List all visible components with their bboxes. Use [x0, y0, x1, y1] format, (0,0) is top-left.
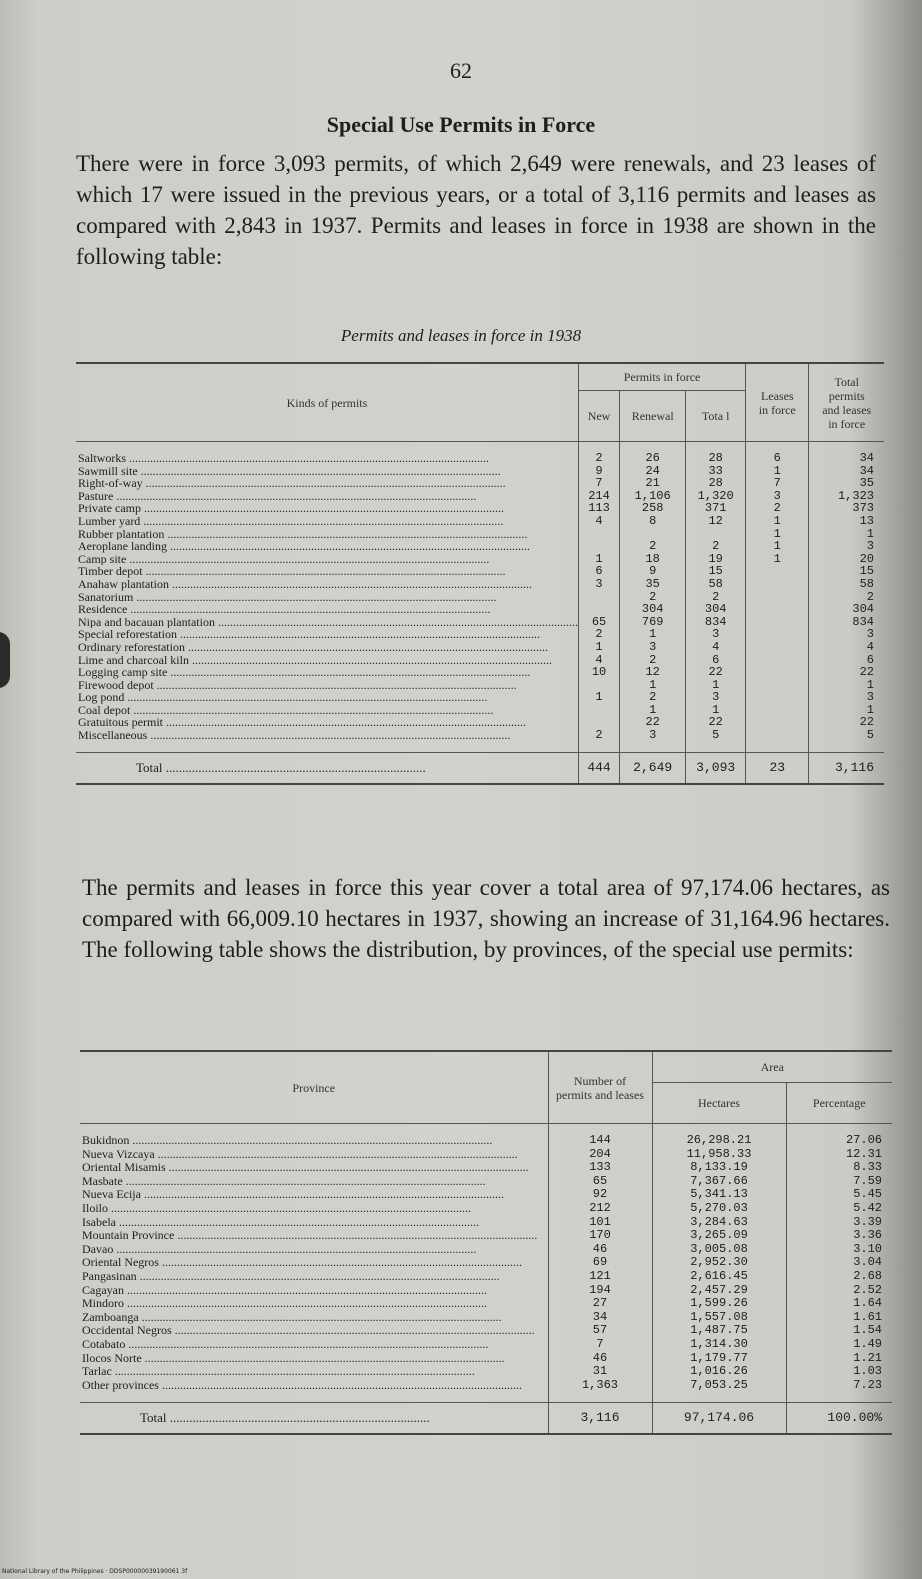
table-row: Firewood depot ........................................................................................................................ 1 1 1: [76, 679, 884, 692]
section-heading: Special Use Permits in Force: [326, 112, 596, 137]
header-province: Province: [80, 1051, 548, 1124]
table-row: Nueva Ecija ........................................................................................................................ 92 5,341.13 5.45: [80, 1188, 892, 1202]
table-row: Iloilo ........................................................................................................................ 212 5,270.03 5.42: [80, 1202, 892, 1216]
header-renewal: Renewal: [620, 391, 686, 442]
table-row: Private camp ........................................................................................................................ 113 258 371 2 373: [76, 502, 884, 515]
header-number: Number of permits and leases: [548, 1051, 652, 1124]
table-row: Zamboanga ........................................................................................................................ 34 1,557.08 1.61: [80, 1311, 892, 1325]
table-row: Tarlac ........................................................................................................................ 31 1,016.26 1.03: [80, 1365, 892, 1379]
table-row: Oriental Negros ........................................................................................................................ 69 2,952.30 3.04: [80, 1256, 892, 1270]
table-row: Timber depot ........................................................................................................................ 6 9 15 15: [76, 565, 884, 578]
table-row: Aeroplane landing ........................................................................................................................ 2 2 1 3: [76, 540, 884, 553]
header-kinds: Kinds of permits: [76, 363, 578, 442]
table-row: Nipa and bacauan plantation ........................................................................................................................ 65 769 834 834: [76, 616, 884, 629]
table-row: Residence ........................................................................................................................ 304 304 304: [76, 603, 884, 616]
table-row: Rubber plantation ........................................................................................................................ 1 1: [76, 528, 884, 541]
table-total-row: Total ................................................................................ 444 2,649 3,093 23 3,116: [76, 752, 884, 784]
table1-caption: Permits and leases in force in 1938: [340, 326, 582, 345]
header-total-all: Total permits and leases in force: [809, 363, 884, 442]
table-row: Coal depot ........................................................................................................................ 1 1 1: [76, 704, 884, 717]
table-row: Occidental Negros ........................................................................................................................ 57 1,487.75 1.54: [80, 1324, 892, 1338]
header-permits-in-force: Permits in force: [578, 363, 745, 391]
intro-paragraph: There were in force 3,093 permits, of which 2,649 were renewals, and 23 leases of which 17 were issued in the previous years, or a total of 3,116 permits and leases as compared with 2,843 in 1937. Permits and leases in force in 1938 are shown in the following table:: [76, 151, 876, 269]
table-total-row: Total ................................................................................ 3,116 97,174.06 100.00%: [80, 1403, 892, 1435]
table-row: Masbate ........................................................................................................................ 65 7,367.66 7.59: [80, 1175, 892, 1189]
provinces-table: [80, 1050, 892, 1435]
table-row: Special reforestation ........................................................................................................................ 2 1 3 3: [76, 628, 884, 641]
scan-footer: National Library of the Philippines · DDSP00000039190061 3f: [2, 1568, 188, 1575]
table-row: Camp site ........................................................................................................................ 1 18 19 1 20: [76, 553, 884, 566]
table-row: Mindoro ........................................................................................................................ 27 1,599.26 1.64: [80, 1297, 892, 1311]
header-percentage: Percentage: [786, 1083, 892, 1124]
table-row: Lumber yard ........................................................................................................................ 4 8 12 1 13: [76, 515, 884, 528]
table-row: Cotabato ........................................................................................................................ 7 1,314.30 1.49: [80, 1338, 892, 1352]
table-row: Davao ........................................................................................................................ 46 3,005.08 3.10: [80, 1243, 892, 1257]
table-row: Lime and charcoal kiln ........................................................................................................................ 4 2 6 6: [76, 654, 884, 667]
table-row: Anahaw plantation ........................................................................................................................ 3 35 58 58: [76, 578, 884, 591]
header-area: Area: [652, 1051, 892, 1083]
table-row: Oriental Misamis ........................................................................................................................ 133 8,133.19 8.33: [80, 1161, 892, 1175]
table-row: Sawmill site ........................................................................................................................ 9 24 33 1 34: [76, 465, 884, 478]
page-number: 62: [450, 58, 472, 83]
table-row: Nueva Vizcaya ........................................................................................................................ 204 11,958.33 12.31: [80, 1148, 892, 1162]
table-row: Right-of-way ........................................................................................................................ 7 21 28 7 35: [76, 477, 884, 490]
table-row: Ordinary reforestation ........................................................................................................................ 1 3 4 4: [76, 641, 884, 654]
header-hectares: Hectares: [652, 1083, 786, 1124]
area-paragraph: The permits and leases in force this year cover a total area of 97,174.06 hectares, as compared with 66,009.10 hectares in 1937, showing an increase of 31,164.96 hectares. The following table shows the distribution, by provinces, of the special use permits:: [82, 875, 890, 962]
table-row: Ilocos Norte ........................................................................................................................ 46 1,179.77 1.21: [80, 1352, 892, 1366]
table-row: Cagayan ........................................................................................................................ 194 2,457.29 2.52: [80, 1284, 892, 1298]
table-row: Bukidnon ........................................................................................................................ 144 26,298.21 27.06: [80, 1134, 892, 1148]
table-row: Sanatorium ........................................................................................................................ 2 2 2: [76, 591, 884, 604]
header-new: New: [578, 391, 619, 442]
header-total: Tota l: [686, 391, 746, 442]
table-row: Pasture ........................................................................................................................ 214 1,106 1,320 3 1,323: [76, 490, 884, 503]
table-row: Isabela ........................................................................................................................ 101 3,284.63 3.39: [80, 1216, 892, 1230]
table-row: Miscellaneous ........................................................................................................................ 2 3 5 5: [76, 729, 884, 742]
permits-table: [76, 362, 884, 785]
table-row: Mountain Province ........................................................................................................................ 170 3,265.09 3.36: [80, 1229, 892, 1243]
table-row: Other provinces ........................................................................................................................ 1,363 7,053.25 7.23: [80, 1379, 892, 1393]
binding-hole: [0, 632, 10, 688]
table-row: Gratuitous permit ........................................................................................................................ 22 22 22: [76, 716, 884, 729]
header-leases: Leases in force: [746, 363, 809, 442]
table-row: Saltworks ........................................................................................................................ 2 26 28 6 34: [76, 452, 884, 465]
table-row: Log pond ........................................................................................................................ 1 2 3 3: [76, 691, 884, 704]
table-row: Logging camp site ........................................................................................................................ 10 12 22 22: [76, 666, 884, 679]
table-row: Pangasinan ........................................................................................................................ 121 2,616.45 2.68: [80, 1270, 892, 1284]
